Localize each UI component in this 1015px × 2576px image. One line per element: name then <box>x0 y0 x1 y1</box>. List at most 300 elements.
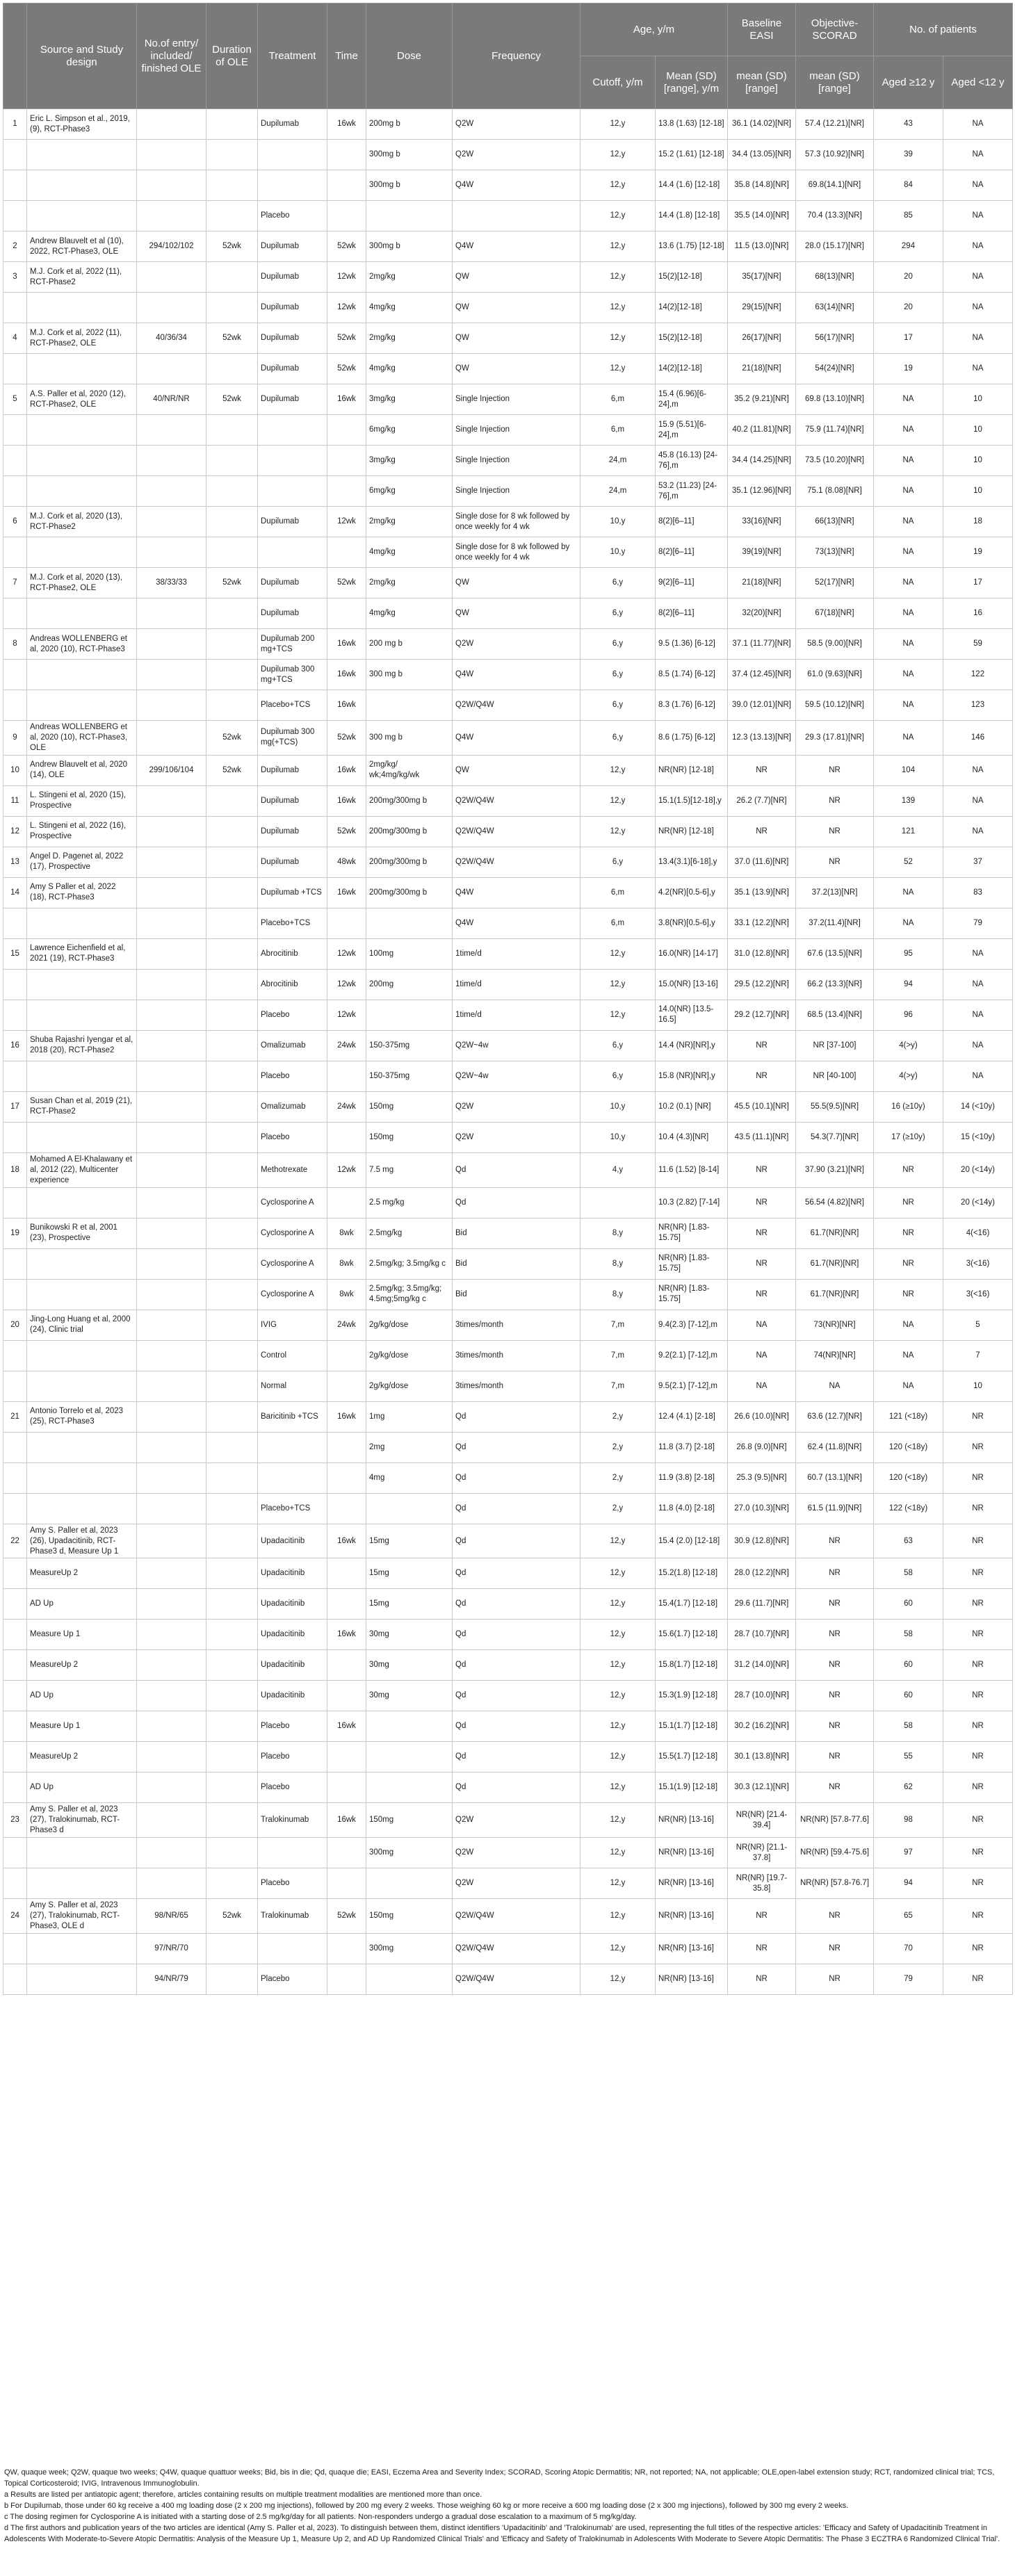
frequency-cell: Single Injection <box>453 384 580 415</box>
entry-cell: 299/106/104 <box>137 755 206 785</box>
source-cell <box>27 969 137 1000</box>
easi-cell: 29.2 (12.7)[NR] <box>728 1000 796 1030</box>
table-row <box>3 721 1013 756</box>
aged-lt12-cell: NR <box>943 1462 1013 1493</box>
entry-cell: 94/NR/79 <box>137 1964 206 1995</box>
aged-lt12-cell: NA <box>943 293 1013 323</box>
frequency-cell: Q2W/Q4W <box>453 847 580 877</box>
scorad-cell: NR <box>796 1934 874 1964</box>
age-mean-cell: 14.4 (NR)[NR],y <box>656 1030 728 1061</box>
header-scorad: Objective-SCORAD <box>796 3 874 56</box>
time-cell: 24wk <box>327 1310 366 1340</box>
aged-ge12-cell: 104 <box>874 755 943 785</box>
aged-lt12-cell: NA <box>943 262 1013 293</box>
row-index <box>3 1248 27 1279</box>
time-cell: 12wk <box>327 1000 366 1030</box>
table-row <box>3 507 1013 537</box>
time-cell: 16wk <box>327 1401 366 1432</box>
dose-cell <box>366 1493 453 1524</box>
source-cell <box>27 170 137 201</box>
source-cell <box>27 908 137 938</box>
treatment-cell: Dupilumab 300 mg+TCS <box>258 660 327 690</box>
aged-ge12-cell: 65 <box>874 1899 943 1934</box>
aged-lt12-cell: 20 (<14y) <box>943 1152 1013 1187</box>
entry-cell <box>137 201 206 231</box>
duration-cell <box>206 1061 258 1091</box>
dose-cell: 200mg <box>366 969 453 1000</box>
table-row <box>3 323 1013 354</box>
scorad-cell: NR <box>796 755 874 785</box>
age-mean-cell: 8.3 (1.76) [6-12] <box>656 690 728 721</box>
aged-lt12-cell: 10 <box>943 415 1013 446</box>
frequency-cell: Q2W/Q4W <box>453 785 580 816</box>
dose-cell <box>366 1772 453 1803</box>
scorad-cell: 75.9 (11.74)[NR] <box>796 415 874 446</box>
aged-ge12-cell: NA <box>874 660 943 690</box>
aged-ge12-cell: 58 <box>874 1711 943 1742</box>
easi-cell: 28.0 (12.2)[NR] <box>728 1558 796 1589</box>
scorad-cell: NR <box>796 1964 874 1995</box>
treatment-cell <box>258 1462 327 1493</box>
frequency-cell: Q2W~4w <box>453 1061 580 1091</box>
table-header <box>3 3 1013 109</box>
scorad-cell: NR <box>796 1742 874 1772</box>
time-cell <box>327 1589 366 1620</box>
entry-cell <box>137 170 206 201</box>
age-mean-cell: 15(2)[12-18] <box>656 262 728 293</box>
duration-cell <box>206 1248 258 1279</box>
time-cell <box>327 1742 366 1772</box>
entry-cell <box>137 1061 206 1091</box>
scorad-cell: NR <box>796 1620 874 1650</box>
age-mean-cell: 15.1(1.5)[12-18],y <box>656 785 728 816</box>
aged-ge12-cell: 121 <box>874 816 943 847</box>
entry-cell <box>137 847 206 877</box>
cutoff-cell: 24,m <box>580 476 656 507</box>
duration-cell: 52wk <box>206 323 258 354</box>
aged-lt12-cell: NA <box>943 231 1013 262</box>
header-patients: No. of patients <box>874 3 1013 56</box>
time-cell: 52wk <box>327 1899 366 1934</box>
dose-cell: 2.5mg/kg <box>366 1218 453 1248</box>
entry-cell <box>137 1030 206 1061</box>
table-row <box>3 1061 1013 1091</box>
easi-cell: 30.1 (13.8)[NR] <box>728 1742 796 1772</box>
treatment-cell <box>258 1934 327 1964</box>
source-cell: AD Up <box>27 1681 137 1711</box>
aged-lt12-cell: NA <box>943 938 1013 969</box>
dose-cell: 2.5 mg/kg <box>366 1187 453 1218</box>
scorad-cell: NR <box>796 1558 874 1589</box>
table-row <box>3 1899 1013 1934</box>
frequency-cell: Single Injection <box>453 476 580 507</box>
scorad-cell: NR <box>796 1899 874 1934</box>
treatment-cell: Abrocitinib <box>258 969 327 1000</box>
treatment-cell: Placebo+TCS <box>258 690 327 721</box>
row-index: 16 <box>3 1030 27 1061</box>
entry-cell <box>137 446 206 476</box>
duration-cell <box>206 293 258 323</box>
age-mean-cell: 9(2)[6–11] <box>656 568 728 598</box>
row-index <box>3 598 27 629</box>
time-cell: 12wk <box>327 293 366 323</box>
table-row <box>3 1589 1013 1620</box>
aged-ge12-cell: 58 <box>874 1620 943 1650</box>
dose-cell: 2.5mg/kg; 3.5mg/kg c <box>366 1248 453 1279</box>
dose-cell: 6mg/kg <box>366 476 453 507</box>
aged-lt12-cell: 7 <box>943 1340 1013 1371</box>
cutoff-cell: 12,y <box>580 1934 656 1964</box>
duration-cell <box>206 908 258 938</box>
frequency-cell: Qd <box>453 1462 580 1493</box>
age-mean-cell: NR(NR) [12-18] <box>656 755 728 785</box>
cutoff-cell: 12,y <box>580 1899 656 1934</box>
age-mean-cell: 13.6 (1.75) [12-18] <box>656 231 728 262</box>
easi-cell: 37.0 (11.6)[NR] <box>728 847 796 877</box>
source-cell: Susan Chan et al, 2019 (21), RCT-Phase2 <box>27 1091 137 1122</box>
easi-cell: 35.2 (9.21)[NR] <box>728 384 796 415</box>
dose-cell: 30mg <box>366 1650 453 1681</box>
duration-cell <box>206 1310 258 1340</box>
dose-cell: 2g/kg/dose <box>366 1340 453 1371</box>
age-mean-cell: 8(2)[6–11] <box>656 507 728 537</box>
aged-ge12-cell: 96 <box>874 1000 943 1030</box>
aged-lt12-cell: 10 <box>943 446 1013 476</box>
cutoff-cell: 12,y <box>580 170 656 201</box>
entry-cell <box>137 1122 206 1152</box>
scorad-cell: 75.1 (8.08)[NR] <box>796 476 874 507</box>
header-baseline-easi: Baseline EASI <box>728 3 796 56</box>
easi-cell: 35.8 (14.8)[NR] <box>728 170 796 201</box>
entry-cell <box>137 354 206 384</box>
entry-cell <box>137 1589 206 1620</box>
header-aged-ge12: Aged ≥12 y <box>874 56 943 109</box>
aged-ge12-cell: NA <box>874 721 943 756</box>
source-cell <box>27 1934 137 1964</box>
row-index <box>3 354 27 384</box>
easi-cell: 28.7 (10.7)[NR] <box>728 1620 796 1650</box>
source-cell: Eric L. Simpson et al., 2019, (9), RCT-Phase3 <box>27 109 137 140</box>
table-row <box>3 537 1013 568</box>
aged-lt12-cell: NA <box>943 109 1013 140</box>
entry-cell <box>137 908 206 938</box>
easi-cell: 29.6 (11.7)[NR] <box>728 1589 796 1620</box>
header-age: Age, y/m <box>580 3 728 56</box>
aged-ge12-cell: NA <box>874 629 943 660</box>
time-cell <box>327 537 366 568</box>
age-mean-cell: 14.4 (1.6) [12-18] <box>656 170 728 201</box>
source-cell: L. Stingeni et al, 2022 (16), Prospective <box>27 816 137 847</box>
table-body <box>3 109 1013 1995</box>
duration-cell <box>206 262 258 293</box>
dose-cell: 300mg b <box>366 170 453 201</box>
dose-cell <box>366 690 453 721</box>
time-cell <box>327 1868 366 1899</box>
source-cell <box>27 1868 137 1899</box>
aged-lt12-cell: NR <box>943 1742 1013 1772</box>
table-row <box>3 1620 1013 1650</box>
aged-lt12-cell: NR <box>943 1803 1013 1838</box>
entry-cell: 294/102/102 <box>137 231 206 262</box>
aged-ge12-cell: 60 <box>874 1650 943 1681</box>
studies-table <box>3 3 1013 1995</box>
cutoff-cell: 12,y <box>580 1650 656 1681</box>
cutoff-cell: 12,y <box>580 109 656 140</box>
easi-cell: 11.5 (13.0)[NR] <box>728 231 796 262</box>
dose-cell: 3mg/kg <box>366 384 453 415</box>
age-mean-cell: 14(2)[12-18] <box>656 354 728 384</box>
duration-cell <box>206 969 258 1000</box>
aged-lt12-cell: 14 (<10y) <box>943 1091 1013 1122</box>
dose-cell <box>366 201 453 231</box>
aged-ge12-cell: 139 <box>874 785 943 816</box>
source-cell <box>27 1838 137 1868</box>
cutoff-cell: 12,y <box>580 1838 656 1868</box>
source-cell: Lawrence Eichenfield et al, 2021 (19), RCT-Phase3 <box>27 938 137 969</box>
scorad-cell: NR(NR) [57.8-77.6] <box>796 1803 874 1838</box>
entry-cell <box>137 1868 206 1899</box>
age-mean-cell: 12.4 (4.1) [2-18] <box>656 1401 728 1432</box>
scorad-cell: 54(24)[NR] <box>796 354 874 384</box>
row-index <box>3 1279 27 1310</box>
aged-ge12-cell: 16 (≥10y) <box>874 1091 943 1122</box>
scorad-cell: 56(17)[NR] <box>796 323 874 354</box>
header-treatment: Treatment <box>258 3 327 109</box>
easi-cell: NR(NR) [19.7-35.8] <box>728 1868 796 1899</box>
duration-cell <box>206 1711 258 1742</box>
table-row <box>3 1868 1013 1899</box>
dose-cell: 300mg <box>366 1934 453 1964</box>
frequency-cell: Q2W <box>453 1122 580 1152</box>
cutoff-cell: 7,m <box>580 1340 656 1371</box>
frequency-cell: Bid <box>453 1218 580 1248</box>
easi-cell: 32(20)[NR] <box>728 598 796 629</box>
treatment-cell: Dupilumab <box>258 568 327 598</box>
age-mean-cell: 13.4(3.1)[6-18],y <box>656 847 728 877</box>
row-index <box>3 1371 27 1401</box>
treatment-cell: Placebo+TCS <box>258 1493 327 1524</box>
duration-cell <box>206 1187 258 1218</box>
aged-lt12-cell: NR <box>943 1772 1013 1803</box>
easi-cell: NR <box>728 1030 796 1061</box>
dose-cell: 150-375mg <box>366 1030 453 1061</box>
age-mean-cell: NR(NR) [13-16] <box>656 1803 728 1838</box>
entry-cell <box>137 293 206 323</box>
age-mean-cell: NR(NR) [1.83-15.75] <box>656 1279 728 1310</box>
aged-ge12-cell: NR <box>874 1248 943 1279</box>
scorad-cell: NR <box>796 1524 874 1558</box>
table-row <box>3 1803 1013 1838</box>
aged-ge12-cell: 97 <box>874 1838 943 1868</box>
aged-ge12-cell: 43 <box>874 109 943 140</box>
aged-ge12-cell: 20 <box>874 293 943 323</box>
scorad-cell: 68.5 (13.4)[NR] <box>796 1000 874 1030</box>
header-easi-sub: mean (SD) [range] <box>728 56 796 109</box>
scorad-cell: 63.6 (12.7)[NR] <box>796 1401 874 1432</box>
scorad-cell: 28.0 (15.17)[NR] <box>796 231 874 262</box>
aged-lt12-cell: NA <box>943 354 1013 384</box>
aged-lt12-cell: NA <box>943 1061 1013 1091</box>
cutoff-cell: 12,y <box>580 1681 656 1711</box>
source-cell <box>27 201 137 231</box>
duration-cell: 52wk <box>206 384 258 415</box>
frequency-cell: QW <box>453 354 580 384</box>
dose-cell <box>366 1964 453 1995</box>
entry-cell <box>137 1340 206 1371</box>
aged-ge12-cell: NA <box>874 690 943 721</box>
duration-cell <box>206 690 258 721</box>
cutoff-cell: 7,m <box>580 1310 656 1340</box>
aged-lt12-cell: 10 <box>943 384 1013 415</box>
treatment-cell <box>258 1432 327 1462</box>
source-cell <box>27 1000 137 1030</box>
easi-cell: 12.3 (13.13)[NR] <box>728 721 796 756</box>
time-cell: 12wk <box>327 262 366 293</box>
entry-cell: 98/NR/65 <box>137 1899 206 1934</box>
entry-cell <box>137 1803 206 1838</box>
aged-ge12-cell: NA <box>874 1310 943 1340</box>
dose-cell: 2mg/kg <box>366 262 453 293</box>
treatment-cell <box>258 1838 327 1868</box>
treatment-cell: Omalizumab <box>258 1091 327 1122</box>
duration-cell: 52wk <box>206 755 258 785</box>
dose-cell: 4mg/kg <box>366 598 453 629</box>
time-cell: 16wk <box>327 1803 366 1838</box>
row-index <box>3 446 27 476</box>
aged-lt12-cell: NR <box>943 1589 1013 1620</box>
aged-lt12-cell: NR <box>943 1493 1013 1524</box>
age-mean-cell: 15.5(1.7) [12-18] <box>656 1742 728 1772</box>
dose-cell <box>366 1868 453 1899</box>
frequency-cell: Q2W/Q4W <box>453 690 580 721</box>
source-cell: Andreas WOLLENBERG et al, 2020 (10), RCT-Phase3, OLE <box>27 721 137 756</box>
time-cell <box>327 1432 366 1462</box>
easi-cell: NR <box>728 1218 796 1248</box>
time-cell <box>327 1558 366 1589</box>
frequency-cell: Q2W <box>453 1803 580 1838</box>
easi-cell: 26.8 (9.0)[NR] <box>728 1432 796 1462</box>
easi-cell: 35(17)[NR] <box>728 262 796 293</box>
frequency-cell: Q2W <box>453 109 580 140</box>
cutoff-cell: 12,y <box>580 1964 656 1995</box>
frequency-cell: Qd <box>453 1401 580 1432</box>
aged-ge12-cell: 122 (<18y) <box>874 1493 943 1524</box>
source-cell: M.J. Cork et al, 2022 (11), RCT-Phase2 <box>27 262 137 293</box>
cutoff-cell: 2,y <box>580 1401 656 1432</box>
age-mean-cell: NR(NR) [13-16] <box>656 1868 728 1899</box>
dose-cell: 200mg/300mg b <box>366 785 453 816</box>
dose-cell: 300 mg b <box>366 660 453 690</box>
table-row <box>3 1091 1013 1122</box>
entry-cell <box>137 537 206 568</box>
header-frequency: Frequency <box>453 3 580 109</box>
frequency-cell: Q2W <box>453 1091 580 1122</box>
scorad-cell: 63(14)[NR] <box>796 293 874 323</box>
row-index <box>3 1742 27 1772</box>
table-row <box>3 1401 1013 1432</box>
dose-cell: 150-375mg <box>366 1061 453 1091</box>
time-cell: 16wk <box>327 1620 366 1650</box>
dose-cell: 3mg/kg <box>366 446 453 476</box>
dose-cell: 200 mg b <box>366 629 453 660</box>
aged-ge12-cell: NA <box>874 384 943 415</box>
table-row <box>3 1310 1013 1340</box>
frequency-cell: QW <box>453 598 580 629</box>
aged-ge12-cell: 39 <box>874 140 943 170</box>
cutoff-cell: 6,y <box>580 1061 656 1091</box>
table-row <box>3 1462 1013 1493</box>
table-row <box>3 969 1013 1000</box>
easi-cell: 25.3 (9.5)[NR] <box>728 1462 796 1493</box>
frequency-cell: Qd <box>453 1681 580 1711</box>
age-mean-cell: 9.2(2.1) [7-12],m <box>656 1340 728 1371</box>
cutoff-cell: 6,y <box>580 568 656 598</box>
frequency-cell: Q4W <box>453 908 580 938</box>
time-cell <box>327 140 366 170</box>
frequency-cell: Q4W <box>453 721 580 756</box>
table-row <box>3 908 1013 938</box>
age-mean-cell: 10.3 (2.82) [7-14] <box>656 1187 728 1218</box>
row-index: 8 <box>3 629 27 660</box>
dose-cell: 150mg <box>366 1122 453 1152</box>
source-cell: M.J. Cork et al, 2020 (13), RCT-Phase2, OLE <box>27 568 137 598</box>
row-index: 19 <box>3 1218 27 1248</box>
aged-ge12-cell: NA <box>874 598 943 629</box>
cutoff-cell: 12,y <box>580 785 656 816</box>
easi-cell: NR <box>728 1899 796 1934</box>
easi-cell: 30.9 (12.8)[NR] <box>728 1524 796 1558</box>
frequency-cell: QW <box>453 755 580 785</box>
row-index: 9 <box>3 721 27 756</box>
dose-cell: 200mg b <box>366 109 453 140</box>
scorad-cell: 73(13)[NR] <box>796 537 874 568</box>
aged-lt12-cell: 83 <box>943 877 1013 908</box>
table-row <box>3 629 1013 660</box>
treatment-cell: Upadacitinib <box>258 1681 327 1711</box>
frequency-cell: Qd <box>453 1524 580 1558</box>
duration-cell <box>206 1493 258 1524</box>
aged-lt12-cell: NR <box>943 1681 1013 1711</box>
table-row <box>3 231 1013 262</box>
time-cell: 12wk <box>327 969 366 1000</box>
duration-cell <box>206 1558 258 1589</box>
cutoff-cell: 6,y <box>580 1030 656 1061</box>
treatment-cell <box>258 476 327 507</box>
age-mean-cell: 8(2)[6–11] <box>656 598 728 629</box>
cutoff-cell: 2,y <box>580 1462 656 1493</box>
source-cell: Amy S. Paller et al, 2023 (26), Upadacitinib, RCT-Phase3 d, Measure Up 1 <box>27 1524 137 1558</box>
scorad-cell: 61.0 (9.63)[NR] <box>796 660 874 690</box>
duration-cell: 52wk <box>206 231 258 262</box>
easi-cell: 26(17)[NR] <box>728 323 796 354</box>
cutoff-cell: 6,m <box>580 384 656 415</box>
time-cell: 16wk <box>327 690 366 721</box>
row-index <box>3 1620 27 1650</box>
aged-ge12-cell: 98 <box>874 1803 943 1838</box>
row-index: 14 <box>3 877 27 908</box>
source-cell: Amy S Paller et al, 2022 (18), RCT-Phase3 <box>27 877 137 908</box>
aged-lt12-cell: NR <box>943 1899 1013 1934</box>
entry-cell <box>137 629 206 660</box>
treatment-cell: Dupilumab <box>258 755 327 785</box>
duration-cell <box>206 1340 258 1371</box>
time-cell: 48wk <box>327 847 366 877</box>
time-cell: 8wk <box>327 1248 366 1279</box>
age-mean-cell: NR(NR) [13-16] <box>656 1964 728 1995</box>
time-cell: 52wk <box>327 721 366 756</box>
table-row <box>3 201 1013 231</box>
dose-cell: 4mg/kg <box>366 354 453 384</box>
